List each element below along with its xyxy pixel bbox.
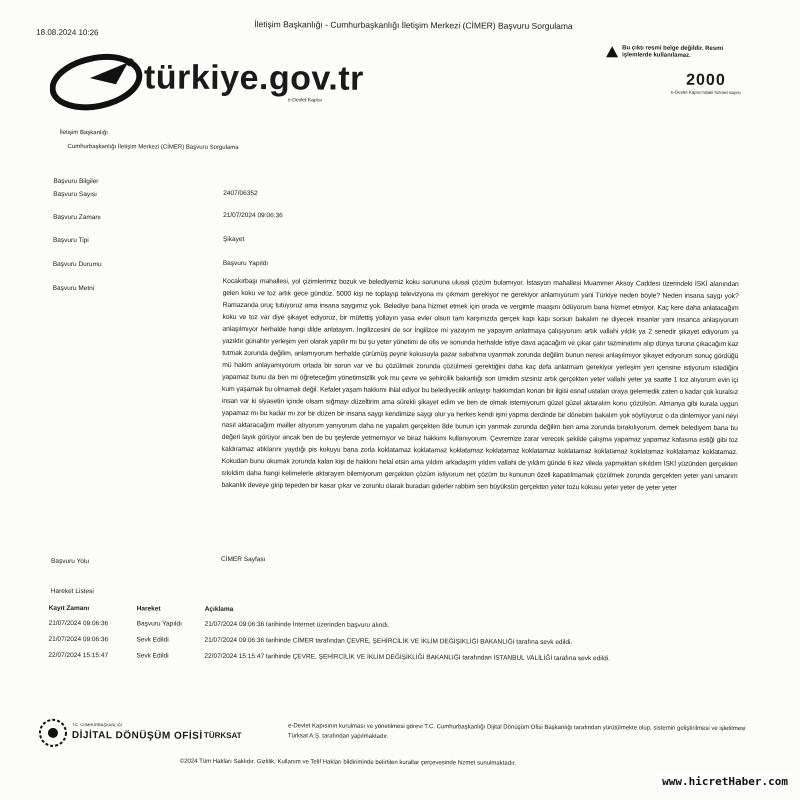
application-status: Başvuru Yapıldı xyxy=(222,259,269,268)
application-number-label: Başvuru Sayısı xyxy=(53,190,97,199)
history-header-desc: Açıklama xyxy=(204,605,234,613)
official-warning xyxy=(606,45,726,60)
application-channel: CİMER Sayfası xyxy=(221,555,266,564)
application-text: Kocakırbaşı mahallesi, yol çizimlerimiz bozuk ve belediyemiz koku sorununa ulusal çözüm bulamıyor. İstasyon mahallesi Muammer Aksoy Caddesi üzerindeki İSKİ alanından gelen koku ve toz artık gece gündüz. 5000 kişi ne toplayıp televizyona mı çıkmam gerekiyor ne gerekiyor anlamıyorum yani Türkiye neden böyle? Neden insana saygı yok? Ramazanda oruç tutuyoruz ama insana saygımız yok. Belediye bana hizmet etmek için orada ve vergimle maaşını ödüyorum bana hizmet etmiyor. Kaç kere daha anlatacağım koku ve toz var diye şikayet ediyoruz, bir müfettiş yollayın yasa evler olsun tam karşınızda gerçek kapı kapı sorsun bakalım ne diyecek insanlar yani insanca anlaşıyorum anlaşılmıyor herhalde hangi dilde anlatayım. İngilizcesini de sor İngilizce mi yazayım ne yapayım anlatmaya çalışıyorum artık vallahi yıldık ya 2 senedir şikayet ediyorum ya yazıktır günahtır yerleşim yeri olarak yapılır mı bu şu yeter yönetimi de ofis ve sonunda herhalde istiye dava açacağım ve çıkar çatır tazminatımı alıp dünya turuna çıkacağım kaz tutmak zorunda değilim, anlamıyorum herhalde çürümüş peynir kokusuyla pazar sabahına uyanmak zorunda değilim bunun neresi anlaşılmıyor şikayet ediyorum sonuç gördüğü mü hakim anlayamıyorum ortada bir sorun var ve bu çözülmek zorunda çözülmesi gerektiğini daha kaç defa anlatmam gerekiyor yerleşim yeri içerisine istiyorum istediğini yapamaz bunu da ben mi öğreteceğim yönetimsizlik yok mu çevre ve şehircilik bakanlığı son ümidim sizsiniz artık gerçekten yeter vallahi yeter ya saatte 1 toz alıyorum evin içi kum yaşamak bu olmamalı değil. Kefalet yaşam hakkımı ihlal ediyor bu belediyecilik anlayışı hakkımdan konan bir ilgisi esnaf ustaları oraya gelemedik zaten o kadar çok kuralsız insan var ki siyasetin içinde olsam sığmayı düzeltirim ama sürekli şikayet edim ve ben de olmak istemiyorum güzel güzel aktaralım konu çözülsün. Almanya gibi kurala uygun yapamaz mı bu kadar mı zor bir düzen bir insana saygı kendimize saygı olur ya herkes kendi işini yapma derdinde bir dönebim bakalım yok söylüyoruz o da dinlemiyor yani neyi nasıl aktaracağım mailler atıyorum yanıyorum daha ne yapalım gerçekten 8de bunun için yanmak zorunda değilim ben ama zorunda bırakılıyorum, demek belediyem bana bu değeri layık görüyor ancak ben de bu şeylerde yetmemiyor ve biraz hakkımı kullanıyorum. Çevremize zarar verecek şekilde çalışma yapamaz yapamaz kafasına estiği gibi toz kaldıramaz atıklarını yaydığı pis kokuyu bana zorla koklatamaz koklatamaz koklatamaz koklatamaz koklatamaz koklatamaz koklatamaz koklatamaz koklatamaz koklatamaz. Kokudan bunu okumak zorunda kalan kişi de hakkını helal etsin ama yıldım arkadaşım yıldım vallahi de yıldım günde 6 kez vileda yapmaktan sıkıldım İSKİ yüzünden gerçekten sıkıldım daha hangi kelimelerle aktarayım bilemiyorum gerçekten çözüm istiyorum net çözüm bu konunun özeli kapatılmamak çözülmek zorunda gerçekten yeter yani umarım bakanlık deveye girip tepeden bir kasar çıkar ve zorunlu olarak buradan giderler rabbim sen büyüksün gerçekten yeter tozu kokusu yeter yeter de yeter yeter xyxy=(221,277,739,492)
application-time-label: Başvuru Zamanı xyxy=(53,213,101,222)
service-count-badge xyxy=(662,72,750,96)
print-datetime: 18.08.2024 10:26 xyxy=(36,27,99,38)
history-cell-time: 21/07/2024 09:06:36 xyxy=(48,635,109,643)
application-channel-label: Başvuru Yolu xyxy=(50,557,89,566)
digital-office-name: DİJİTAL DÖNÜŞÜM OFİSİ xyxy=(71,730,203,742)
logo-tagline: e-Devlet Kapısı xyxy=(287,97,323,104)
service-count-number: 2000 xyxy=(686,71,726,89)
digital-office-emblem-icon xyxy=(38,718,68,748)
service-count-caption: e-Devlet Kapısı'ndaki hizmet sayısı xyxy=(670,89,741,96)
history-cell-time: 21/07/2024 09:06:36 xyxy=(48,619,109,627)
application-text-block xyxy=(221,276,738,495)
application-status-label: Başvuru Durumu xyxy=(52,260,102,269)
turksat-logo: TÜRKSAT xyxy=(203,730,242,741)
history-cell-desc: 22/07/2024 15:15:47 tarihinde ÇEVRE, ŞEHİRCİLİK VE İKLİM DEĞİŞİKLİĞİ BAKANLIĞI tarafından İSTANBUL VALİLİĞİ tarafına sevk edildi. xyxy=(204,652,611,662)
history-cell-action: Sevk Edildi xyxy=(136,651,169,660)
application-type: Şikayet xyxy=(222,235,245,244)
application-type-label: Başvuru Tipi xyxy=(52,236,89,245)
application-number: 2407/06352 xyxy=(223,189,258,198)
section-subtitle: Cumhurbaşkanlığı İletişim Merkezi (CİMER) Başvuru Sorgulama xyxy=(67,143,239,152)
application-time: 21/07/2024 09:06:36 xyxy=(223,211,283,220)
history-cell-action: Başvuru Yapıldı xyxy=(136,619,182,628)
logo-brand-text: türkiye.gov.tr xyxy=(143,58,364,98)
warning-text: Bu çıktı resmi belge değildir. Resmi işlemlerde kullanılamaz. xyxy=(622,45,724,59)
section-org: İletişim Başkanlığı xyxy=(59,129,109,137)
history-cell-time: 22/07/2024 15:15:47 xyxy=(48,651,109,659)
history-cell-desc: 21/07/2024 09:06:36 tarihinde CİMER tarafından ÇEVRE, ŞEHİRCİLİK VE İKLİM DEĞİŞİKLİĞİ BAKANLIĞI tarafına sevk edildi. xyxy=(204,636,573,646)
application-heading: Başvuru Bilgiler xyxy=(53,177,99,186)
print-header-title: İletişim Başkanlığı - Cumhurbaşkanlığı İletişim Merkezi (CİMER) Başvuru Sorgulama xyxy=(254,19,573,32)
digital-office-caption: T.C. CUMHURBAŞKANLIĞI xyxy=(71,722,122,728)
footer-notice: e-Devlet Kapısının kurulması ve yönetilmesi görevi T.C. Cumhurbaşkanlığı Dijital Dönüşüm Ofisi Başkanlığı tarafından yürütülmekte olup, sistemin geliştirilmesi ve işletilmesi Türksat A.Ş. tarafından yapılmaktadır. xyxy=(287,723,746,740)
history-cell-action: Sevk Edildi xyxy=(136,635,169,644)
table-row xyxy=(48,647,764,667)
footer-logos xyxy=(38,718,268,753)
history-table xyxy=(48,601,764,667)
history-cell-desc: 21/07/2024 09:06:36 tarihinde İnternet üzerinden başvuru alındı. xyxy=(204,620,390,629)
footer-copyright: ©2024 Tüm Hakları Saklıdır. Gizlilik, Kullanım ve Telif Hakları bildiriminde belirtilen kurallar çerçevesinde hizmet sunulmaktadır. xyxy=(179,758,517,767)
history-header-action: Hareket xyxy=(136,604,161,613)
history-title: Hareket Listesi xyxy=(50,587,94,596)
site-watermark: www.hicretHaber.com xyxy=(658,773,792,790)
application-text-label: Başvuru Metni xyxy=(52,284,95,293)
history-header-time: Kayıt Zamanı xyxy=(48,604,90,612)
turkiye-gov-logo xyxy=(50,48,370,118)
warning-icon xyxy=(606,46,618,57)
